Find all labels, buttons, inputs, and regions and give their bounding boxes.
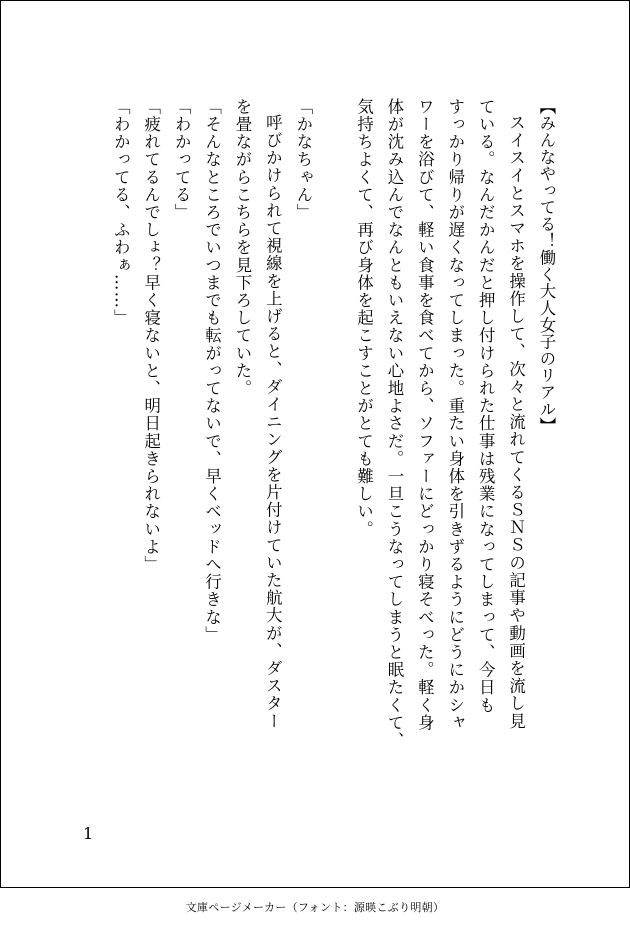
paragraph-line: ている。なんだかんだと押し付けられた仕事は残業になってしまって、今日も (476, 98, 496, 714)
chapter-heading: 【みんなやってる！働く大人女子のリアル】 (537, 98, 556, 434)
dialogue-line: 「わかってる」 (172, 98, 192, 222)
footer-credit: 文庫ページメーカー（フォント：源暎こぶり明朝） (185, 901, 445, 914)
vertical-text-body (67, 98, 561, 798)
paragraph-line: 気持ちよくて、再び身体を起こすことがとても難しい。 (354, 98, 374, 538)
dialogue-line: 「疲れてるんでしょ？早く寝ないと、明日起きられないよ」 (141, 98, 161, 574)
blank-line (318, 98, 348, 798)
paragraph-line: すっかり帰りが遅くなってしまった。重たい身体を引きずるようにどうにかシャ (445, 98, 465, 732)
paragraph-line: ワーを浴びて、軽い食事を食べてから、ソファーにどっかり寝そべった。軽く身 (415, 98, 435, 732)
dialogue-line: 「かなちゃん」 (293, 98, 313, 222)
paragraph-line: スイスイとスマホを操作して、次々と流れてくるＳＮＳの記事や動画を流し見 (506, 114, 526, 731)
paragraph-line: 体が沈み込んでなんともいえない心地よさだ。一旦こうなってしまうと眠たくて、 (384, 98, 404, 750)
paragraph-line: を畳ながらこちらを見下ろしていた。 (232, 98, 252, 398)
page-number: 1 (83, 824, 94, 843)
dialogue-line: 「わかってる、ふわぁ……」 (111, 98, 131, 327)
dialogue-line: 「そんなところでいつまでも転がってないで、早くベッドへ行きな」 (202, 98, 222, 644)
paragraph-line: 呼びかけられて視線を上げると、ダイニングを片付けていた航大が、ダスター (263, 114, 283, 731)
